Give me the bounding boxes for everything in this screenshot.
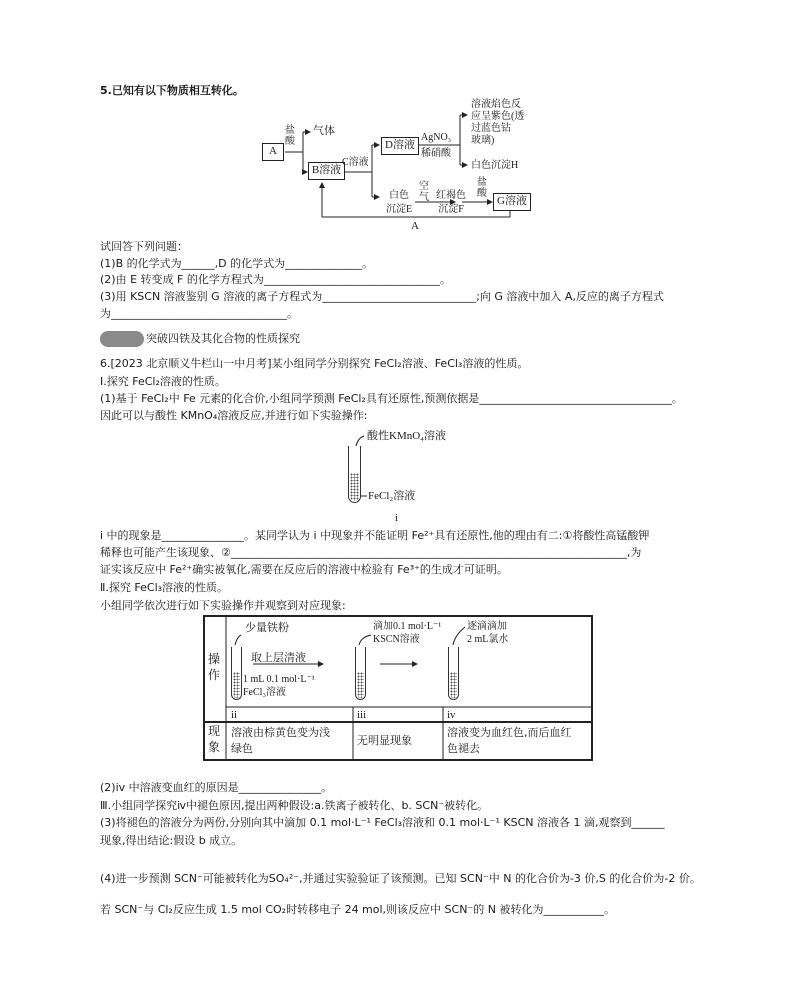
obs-iii: 无明显现象 [357, 734, 412, 747]
label-iv: iv [447, 709, 456, 721]
row-head-observation: 现 象 [208, 724, 221, 754]
white-ppt-e: 白色 沉淀E [386, 190, 413, 215]
box-d: D溶液 [381, 137, 419, 155]
figure-i [340, 426, 460, 524]
q6-part-3: Ⅲ.小组同学探究ⅳ中褪色原因,提出两种假设:a.铁离子被转化、b. SCN⁻被转化。 [100, 799, 489, 812]
reagent-air: 空 气 [419, 181, 429, 203]
experiment-table [203, 615, 593, 761]
q6-part-1: Ⅰ.探究 FeCl₂溶液的性质。 [100, 375, 226, 388]
row-head-operation: 操 作 [208, 652, 221, 682]
tube-iv-liquid [450, 672, 457, 698]
op-ii-top: 少量铁粉 [245, 622, 289, 634]
q6-q2: (2)iv 中溶液变血红的原因是_______________。 [100, 781, 333, 794]
q5-stem: 5.已知有以下物质相互转化。 [100, 84, 244, 97]
box-b: B溶液 [308, 162, 345, 180]
test-tube-i [348, 446, 361, 503]
q6-p3: 小组同学依次进行如下实验操作并观察到对应现象: [100, 599, 346, 612]
q5-intro: 试回答下列问题： [100, 240, 188, 253]
q6-p1-line-b: 因此可以与酸性 KMnO₄溶液反应,并进行如下实验操作: [100, 409, 368, 422]
q5-line-4: 为________________________________。 [100, 307, 298, 320]
label-iii: iii [357, 709, 367, 721]
gas-label: 气体 [313, 125, 335, 137]
flame-result: 溶液焰色反 应呈紫色(透 过蓝色钴 玻璃) [471, 99, 525, 146]
fecl2-label: FeCl₂溶液 [368, 490, 416, 502]
op-ii-bottom: 1 mL 0.1 mol·L⁻¹ FeCl₃溶液 [243, 674, 315, 698]
q5-line-3: (3)用 KSCN 溶液鉴别 G 溶液的离子方程式为____________________________;向 G 溶液中加入 A,反应的离子方程式 [100, 290, 664, 303]
reaction-diagram [255, 97, 545, 232]
op-iii-top: 滴加0.1 mol·L⁻¹ KSCN溶液 [373, 621, 442, 645]
q6-p2-line-a: i 中的现象是_______________。某同学认为 i 中现象并不能证明 Fe²⁺具有还原性,他的理由有二:①将酸性高锰酸钾 [100, 529, 650, 542]
tube-iii-liquid [357, 672, 364, 698]
tube-ii-liquid [233, 672, 240, 698]
diagram-caption: A [411, 220, 419, 232]
reagent-agno3: AgNO₃ [421, 132, 452, 143]
reagent-hcl-2: 盐 酸 [477, 177, 487, 199]
kmno4-label: 酸性KMnO₄溶液 [367, 430, 447, 442]
label-ii: ii [231, 709, 238, 721]
q6-q3-line-a: (3)将褪色的溶液分为两份,分别向其中滴加 0.1 mol·L⁻¹ FeCl₃溶液和 0.1 mol·L⁻¹ KSCN 溶液各 1 滴,观察到______ [100, 816, 665, 829]
q6-q4: (4)进一步预测 SCN⁻可能被转化为SO₄²⁻,并通过实验验证了该预测。已知 SCN⁻中 N 的化合价为-3 价,S 的化合价为-2 价。 [100, 872, 701, 885]
test-tube-iv [448, 647, 459, 700]
tube-i-liquid [350, 473, 359, 501]
box-a: A [262, 143, 284, 161]
test-tube-iii [355, 647, 366, 700]
red-brown-f: 红褐色 沉淀F [436, 190, 466, 215]
q6-q5: 若 SCN⁻与 Cl₂反应生成 1.5 mol CO₂时转移电子 24 mol,则该反应中 SCN⁻的 N 被转化为___________。 [100, 903, 615, 916]
box-g: G溶液 [493, 193, 531, 211]
q6-p1-line-a: (1)基于 FeCl₂中 Fe 元素的化合价,小组同学预测 FeCl₂具有还原性,预测依据是___________________________________。 [100, 392, 683, 405]
white-ppt-h: 白色沉淀H [471, 160, 519, 171]
obs-iv: 溶液变为血红色,而后血红 色褪去 [447, 726, 572, 755]
q5-line-1: (1)B 的化学式为______,D 的化学式为______________。 [100, 257, 374, 270]
op-ii-arrow-label: 取上层清液 [251, 652, 306, 664]
q6-stem: 6.[2023 北京顺义牛栏山一中月考]某小组同学分别探究 FeCl₂溶液、FeCl₃溶液的性质。 [100, 357, 529, 370]
obs-ii: 溶液由棕黄色变为浅 绿色 [231, 726, 330, 755]
section-badge [100, 331, 144, 347]
q6-p2-line-b: 稀释也可能产生该现象、②________________________________________________________________________,为 [100, 546, 642, 559]
figure-i-caption: i [395, 512, 399, 524]
q6-part-2: Ⅱ.探究 FeCl₃溶液的性质。 [100, 581, 229, 594]
reagent-hno3: 稀硝酸 [421, 148, 451, 159]
reagent-hcl-1: 盐 酸 [285, 125, 295, 147]
q5-line-2: (2)由 E 转变成 F 的化学方程式为________________________________。 [100, 273, 451, 286]
test-tube-ii [231, 647, 242, 700]
op-iv-top: 逐滴滴加 2 mL氯水 [467, 621, 509, 645]
label-c: C溶液 [342, 157, 369, 168]
q6-p2-line-c: 证实该反应中 Fe²⁺确实被氧化,需要在反应后的溶液中检验有 Fe³⁺的生成才可证明。 [100, 563, 508, 576]
section-title: 突破四铁及其化合物的性质探究 [146, 332, 300, 345]
q6-q3-line-b: 现象,得出结论:假设 b 成立。 [100, 834, 243, 847]
